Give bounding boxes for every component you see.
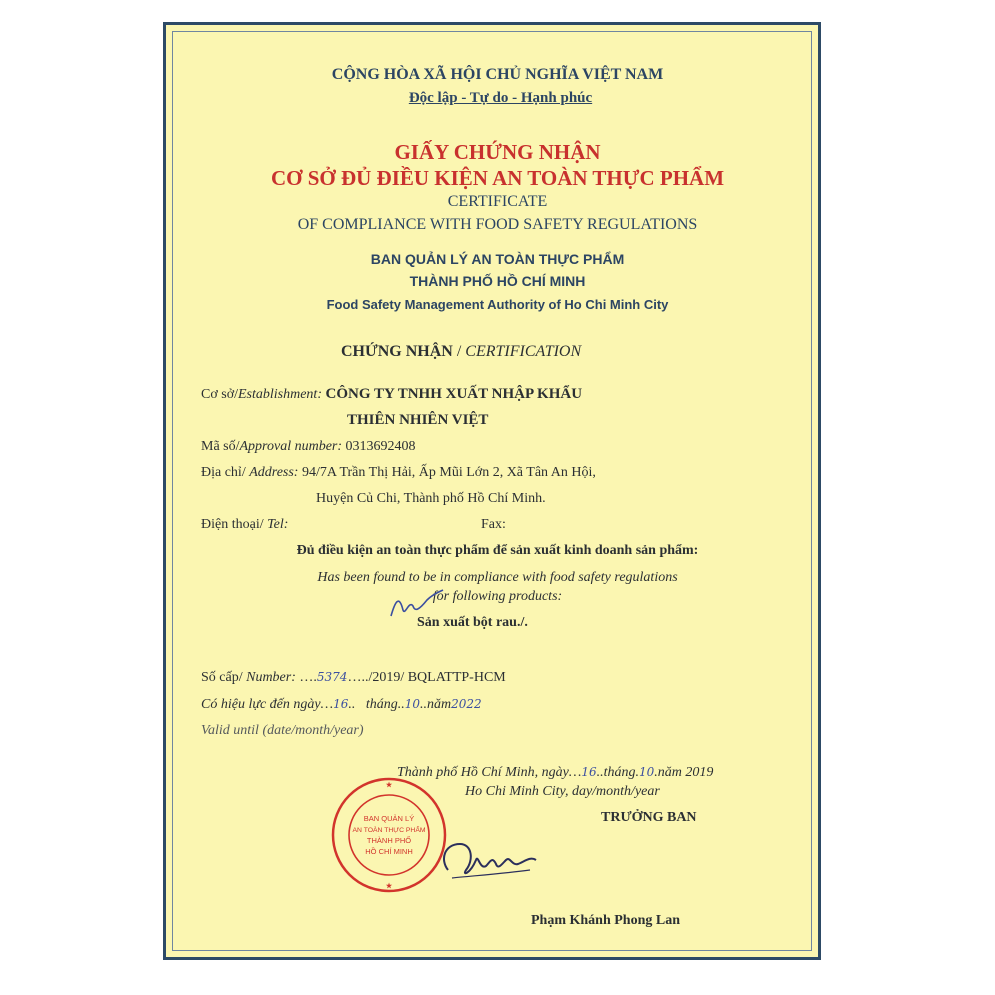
product-text: Sản xuất bột rau./. — [417, 615, 528, 630]
validity-year-label: năm — [427, 697, 452, 712]
stamp-inner-line4: HỒ CHÍ MINH — [365, 847, 413, 856]
handwritten-signature — [430, 830, 540, 890]
tel-label-vi: Điện thoại/ — [201, 517, 264, 532]
validity-month: 10 — [404, 697, 421, 711]
number-label-vi: Số cấp/ — [201, 670, 243, 685]
certification-sep: / — [456, 343, 462, 360]
authority-vi-line2: THÀNH PHỐ HỒ CHÍ MINH — [409, 273, 586, 289]
certification-en: CERTIFICATION — [465, 343, 582, 360]
title-vi-line1: GIẤY CHỨNG NHẬN — [394, 140, 601, 164]
signatory-title: TRƯỞNG BAN — [601, 810, 697, 825]
number-row — [201, 670, 506, 686]
issued-month: 10 — [639, 765, 655, 779]
tel-label — [201, 517, 288, 533]
approval-row — [201, 439, 416, 455]
address-label-vi: Địa chỉ/ — [201, 465, 246, 480]
handwritten-initial-mark — [387, 586, 447, 622]
stamp-star: ★ — [385, 782, 393, 789]
validity-label: Có hiệu lực đến ngày — [201, 697, 321, 712]
stamp-inner-line2: AN TOÀN THỰC PHẨM — [352, 827, 426, 834]
certification-heading — [341, 343, 581, 361]
issued-month-label: tháng — [603, 765, 636, 780]
issued-en: Ho Chi Minh City, day/month/year — [465, 784, 660, 799]
validity-en: Valid until (date/month/year) — [201, 723, 364, 738]
establishment-row — [201, 386, 582, 403]
authority-en: Food Safety Management Authority of Ho Chi Minh City — [326, 297, 669, 312]
number-suffix: /2019/ BQLATTP-HCM — [368, 670, 506, 685]
validity-month-label: tháng — [365, 697, 398, 712]
number-label-en: Number: — [246, 670, 296, 685]
stamp-inner-line1: BAN QUẢN LÝ — [363, 814, 415, 823]
establishment-name-line2: THIÊN NHIÊN VIỆT — [347, 412, 489, 428]
validity-day: 16 — [333, 697, 349, 711]
title-en-line1: CERTIFICATE — [447, 193, 548, 210]
number-dots-after: ….. — [347, 670, 369, 685]
fax-label: Fax: — [481, 517, 506, 532]
approval-label-vi: Mã số/ — [201, 439, 240, 454]
establishment-label-vi: Cơ sở/ — [201, 387, 238, 402]
motto: Độc lập - Tự do - Hạnh phúc — [408, 90, 593, 106]
address-row — [201, 465, 596, 481]
approval-label-en: Approval number: — [239, 439, 343, 454]
issued-row: Thành phố Hồ Chí Minh, ngày…16..tháng.10.năm 2019 — [397, 765, 714, 780]
validity-year: 2022 — [451, 697, 482, 711]
compliance-en-line1: Has been found to be in compliance with food safety regulations — [317, 570, 678, 585]
address-line2: Huyện Củ Chi, Thành phố Hồ Chí Minh. — [316, 491, 546, 506]
stamp-inner-line3: THÀNH PHỐ — [366, 836, 412, 845]
issued-place: Thành phố Hồ Chí Minh, ngày — [397, 765, 569, 780]
nation-heading: CỘNG HÒA XÃ HỘI CHỦ NGHĨA VIỆT NAM — [331, 66, 664, 83]
compliance-vi: Đủ điều kiện an toàn thực phẩm để sản xuất kinh doanh sản phẩm: — [296, 543, 699, 558]
address-label-en: Address: — [249, 465, 299, 480]
compliance-en-line2: for following products: — [432, 589, 563, 604]
title-en-line2: OF COMPLIANCE WITH FOOD SAFETY REGULATIONS — [297, 216, 698, 233]
approval-number: 0313692408 — [345, 439, 416, 454]
issued-year: năm 2019 — [657, 765, 714, 780]
certification-vi: CHỨNG NHẬN — [341, 343, 453, 360]
establishment-name-line1: CÔNG TY TNHH XUẤT NHẬP KHẨU — [325, 386, 583, 402]
title-vi-line2: CƠ SỞ ĐỦ ĐIỀU KIỆN AN TOÀN THỰC PHẨM — [270, 166, 725, 190]
establishment-label-en: Establishment: — [237, 387, 322, 402]
authority-vi-line1: BAN QUẢN LÝ AN TOÀN THỰC PHẨM — [370, 251, 625, 267]
signatory-name: Phạm Khánh Phong Lan — [531, 913, 680, 928]
number-handwritten: 5374 — [316, 670, 348, 684]
address-line1: 94/7A Trần Thị Hải, Ấp Mũi Lớn 2, Xã Tân An Hội, — [301, 465, 596, 480]
stamp-star-bottom: ★ — [385, 883, 393, 890]
tel-label-en: Tel: — [267, 517, 289, 532]
number-dots-before: …. — [299, 670, 317, 685]
validity-row: Có hiệu lực đến ngày…16.. tháng..10..năm2022 — [201, 697, 482, 712]
issued-day: 16 — [581, 765, 597, 779]
